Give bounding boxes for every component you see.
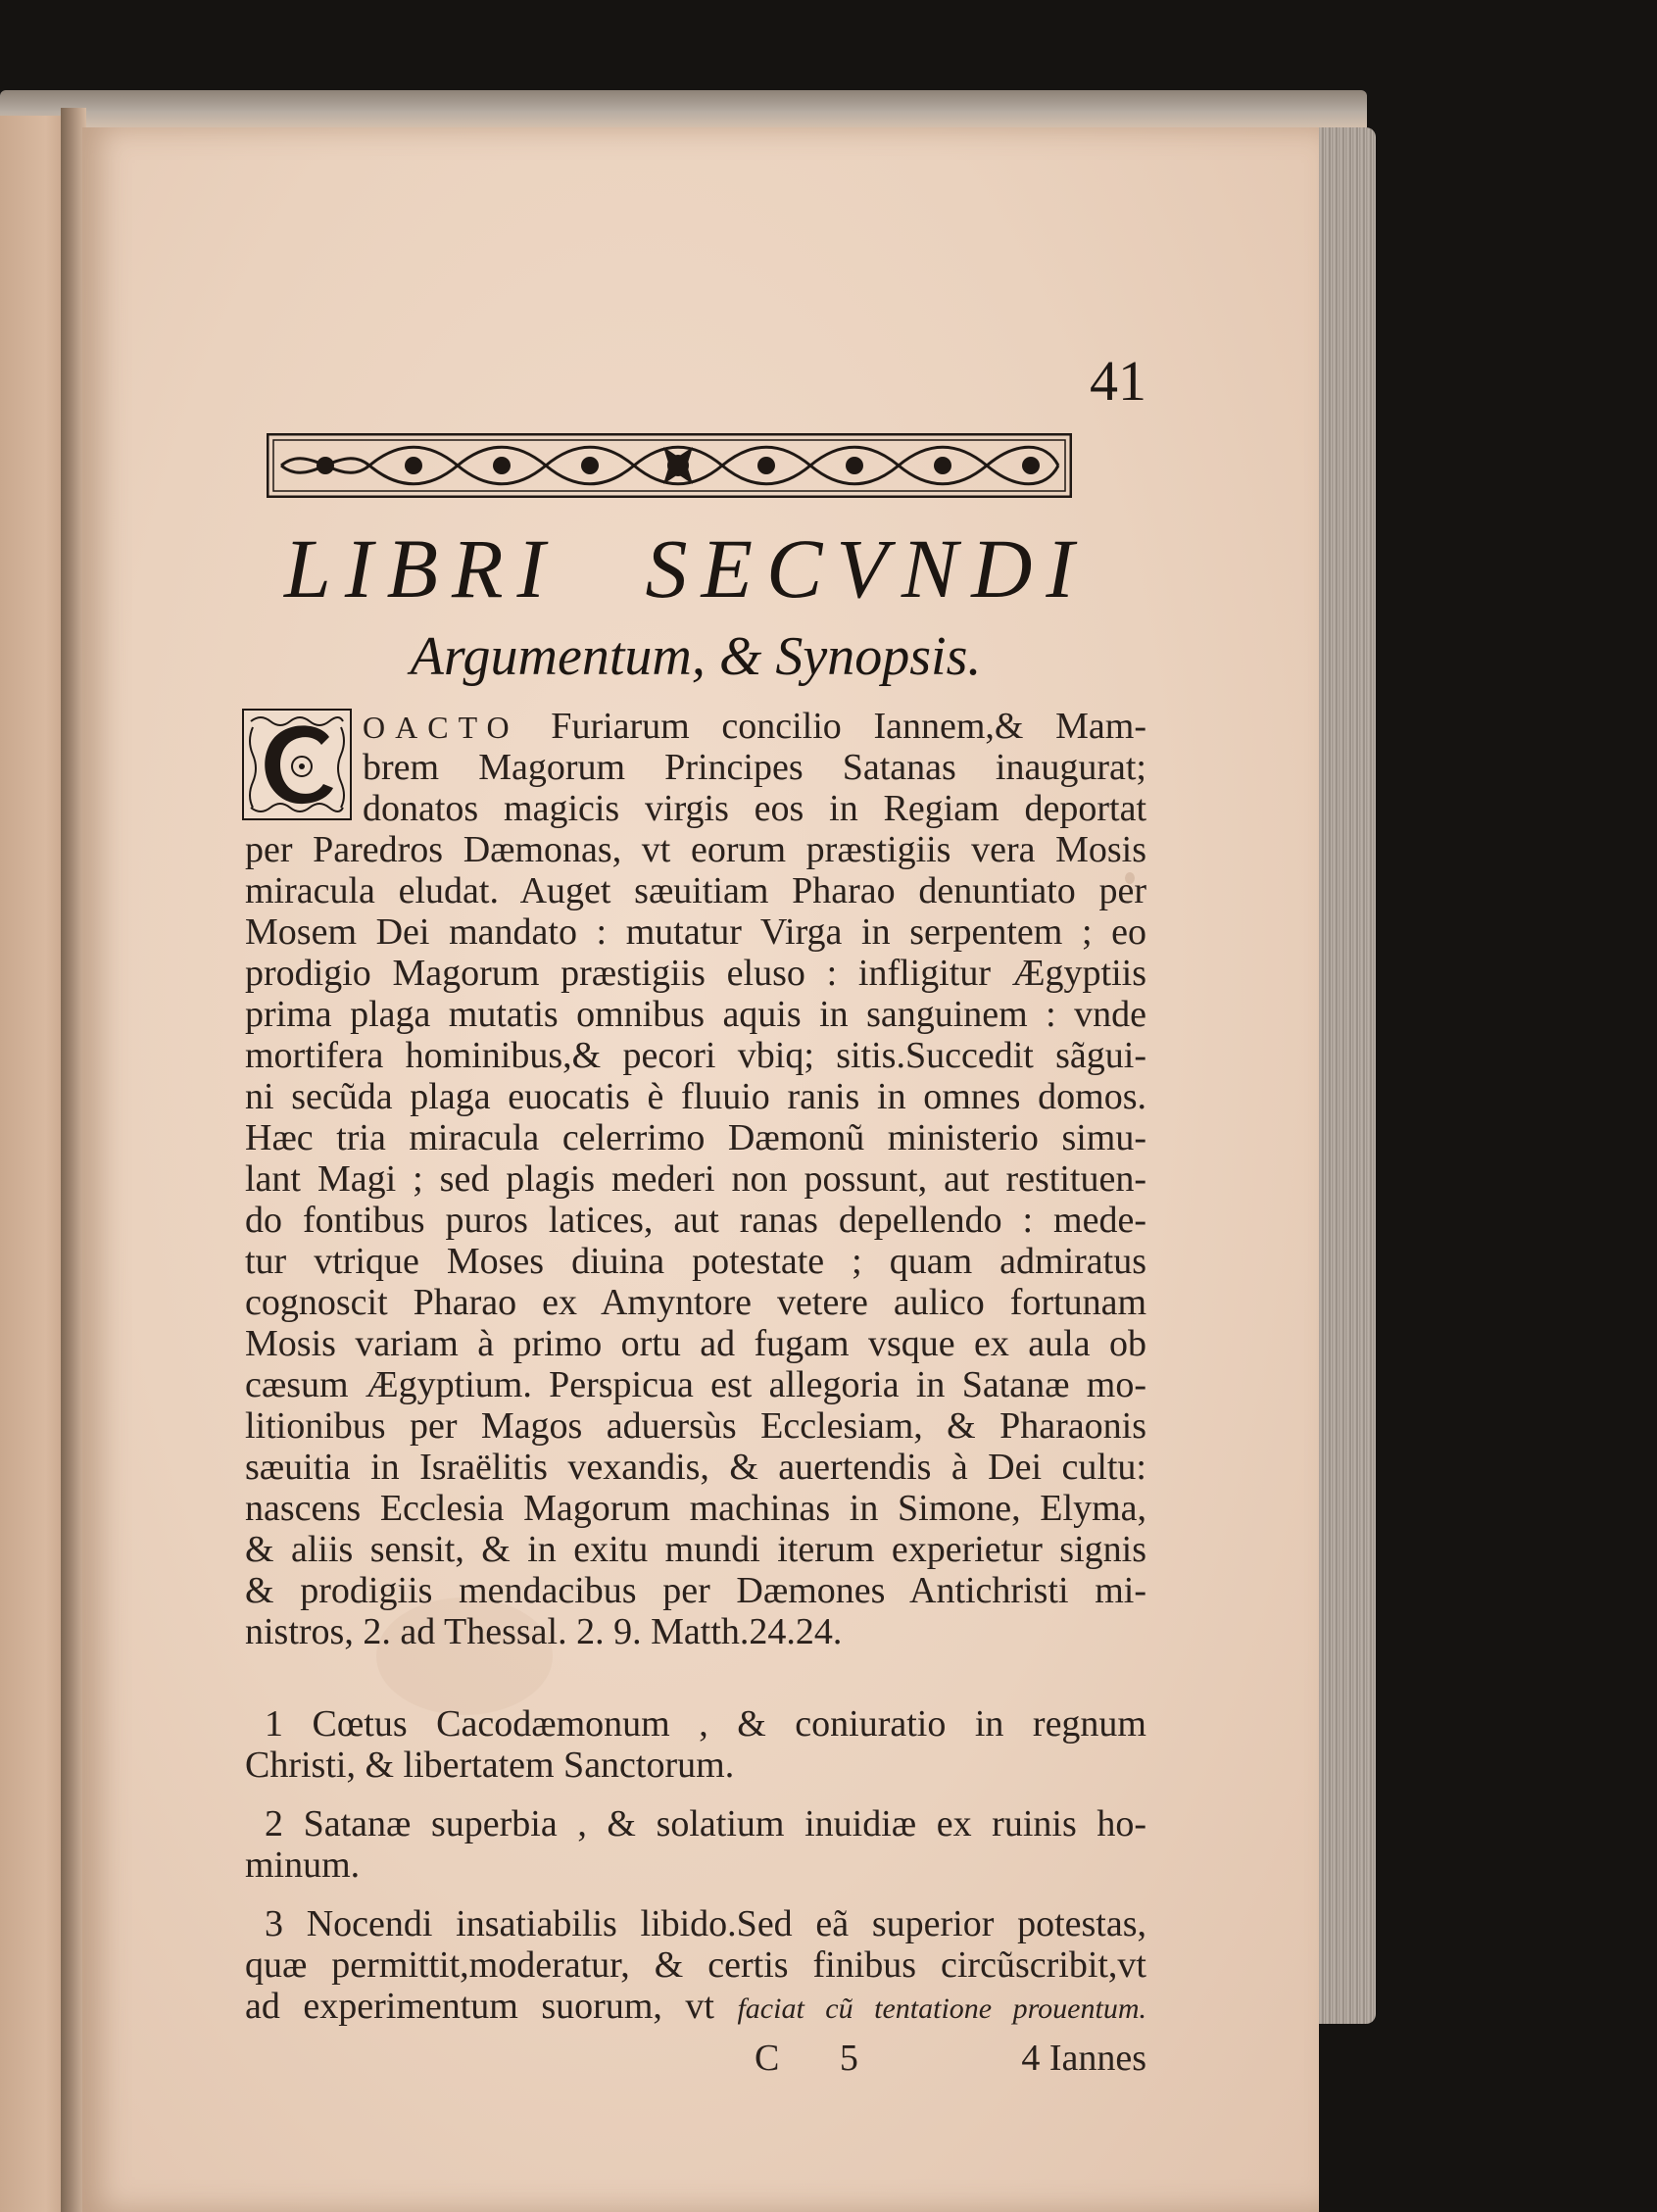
- synopsis-line: ni secũda plaga euocatis è fluuio ranis in omnes domos.: [245, 1076, 1146, 1117]
- synopsis-line: prodigio Magorum præstigiis eluso : infligitur Ægyptiis: [245, 953, 1146, 994]
- page-number: 41: [1090, 349, 1146, 413]
- synopsis-line: litionibus per Magos aduersùs Ecclesiam, & Pharaonis: [245, 1405, 1146, 1447]
- book-subtitle: Argumentum, & Synopsis.: [410, 626, 982, 687]
- synopsis-line: sæuitia in Israëlitis vexandis, & auertendis à Dei cultu:: [245, 1447, 1146, 1488]
- numbered-list: [245, 1703, 1146, 2027]
- list-item-line: [245, 1986, 1146, 2027]
- opening-rest: Furiarum concilio Iannem,& Mam-: [518, 706, 1146, 747]
- synopsis-line: cæsum Ægyptium. Perspicua est allegoria in Satanæ mo-: [245, 1364, 1146, 1405]
- list-item-line: 1 Cœtus Cacodæmonum , & coniuratio in regnum: [265, 1703, 1146, 1745]
- synopsis-line: lant Magi ; sed plagis mederi non possunt, aut restituen-: [245, 1158, 1146, 1200]
- list-item-line: 3 Nocendi insatiabilis libido.Sed eã superior potestas,: [265, 1903, 1146, 1944]
- list-item-italic: faciat cũ tentatione prouentum.: [737, 1992, 1146, 2025]
- synopsis-line: tur vtrique Moses diuina potestate ; quam admiratus: [245, 1241, 1146, 1282]
- text-block: [245, 349, 1146, 2079]
- book-headband: [0, 90, 1367, 129]
- synopsis-line: nistros, 2. ad Thessal. 2. 9. Matth.24.24.: [245, 1611, 843, 1652]
- book-title: [284, 519, 1088, 617]
- synopsis-line: & prodigiis mendacibus per Dæmones Antichristi mi-: [245, 1570, 1146, 1611]
- title-word-libri: LIBRI: [284, 521, 560, 615]
- synopsis-line: per Paredros Dæmonas, vt eorum præstigiis vera Mosis: [245, 829, 1146, 870]
- list-item-plain: ad experimentum suorum, vt: [245, 1986, 738, 2027]
- opening-smallcaps: OACTO: [363, 710, 519, 745]
- synopsis-line: donatos magicis virgis eos in Regiam deportat: [363, 788, 1146, 829]
- list-item-line: quæ permittit,moderatur, & certis finibus circũscribit,vt: [245, 1944, 1146, 1986]
- book-page: [82, 127, 1319, 2212]
- synopsis-line: Mosis variam à primo ortu ad fugam vsque ex aula ob: [245, 1323, 1146, 1364]
- synopsis-line: [363, 706, 1146, 747]
- catchword: 4 Iannes: [1021, 2038, 1146, 2079]
- synopsis-opening: [363, 706, 1146, 829]
- list-gap: [245, 1786, 1146, 1803]
- drop-cap-c: [241, 708, 353, 821]
- synopsis-line: do fontibus puros latices, aut ranas depellendo : mede-: [245, 1200, 1146, 1241]
- ornament-band: [267, 433, 1072, 498]
- synopsis-line: miracula eludat. Auget sæuitiam Pharao denuntiato per: [245, 870, 1146, 911]
- page-footer: [245, 2034, 1146, 2083]
- synopsis-line: nascens Ecclesia Magorum machinas in Simone, Elyma,: [245, 1488, 1146, 1529]
- page-edges: [1311, 127, 1376, 2024]
- list-item-line: minum.: [245, 1844, 361, 1886]
- synopsis-line: cognoscit Pharao ex Amyntore vetere aulico fortunam: [245, 1282, 1146, 1323]
- synopsis-line: mortifera hominibus,& pecori vbiq; sitis.Succedit sãgui-: [245, 1035, 1146, 1076]
- synopsis-line: Mosem Dei mandato : mutatur Virga in serpentem ; eo: [245, 911, 1146, 953]
- list-item-line: 2 Satanæ superbia , & solatium inuidiæ ex ruinis ho-: [265, 1803, 1146, 1844]
- title-word-secundi: SECVNDI: [645, 521, 1088, 615]
- list-item-line: Christi, & libertatem Sanctorum.: [245, 1745, 735, 1786]
- list-gap: [245, 1886, 1146, 1903]
- synopsis-line: brem Magorum Principes Satanas inaugurat;: [363, 747, 1146, 788]
- synopsis-line: Hæc tria miracula celerrimo Dæmonũ ministerio simu-: [245, 1117, 1146, 1158]
- signature-mark: C 5: [755, 2038, 884, 2079]
- synopsis-body: [245, 829, 1146, 1652]
- synopsis-line: prima plaga mutatis omnibus aquis in sanguinem : vnde: [245, 994, 1146, 1035]
- synopsis-line: & aliis sensit, & in exitu mundi iterum experietur signis: [245, 1529, 1146, 1570]
